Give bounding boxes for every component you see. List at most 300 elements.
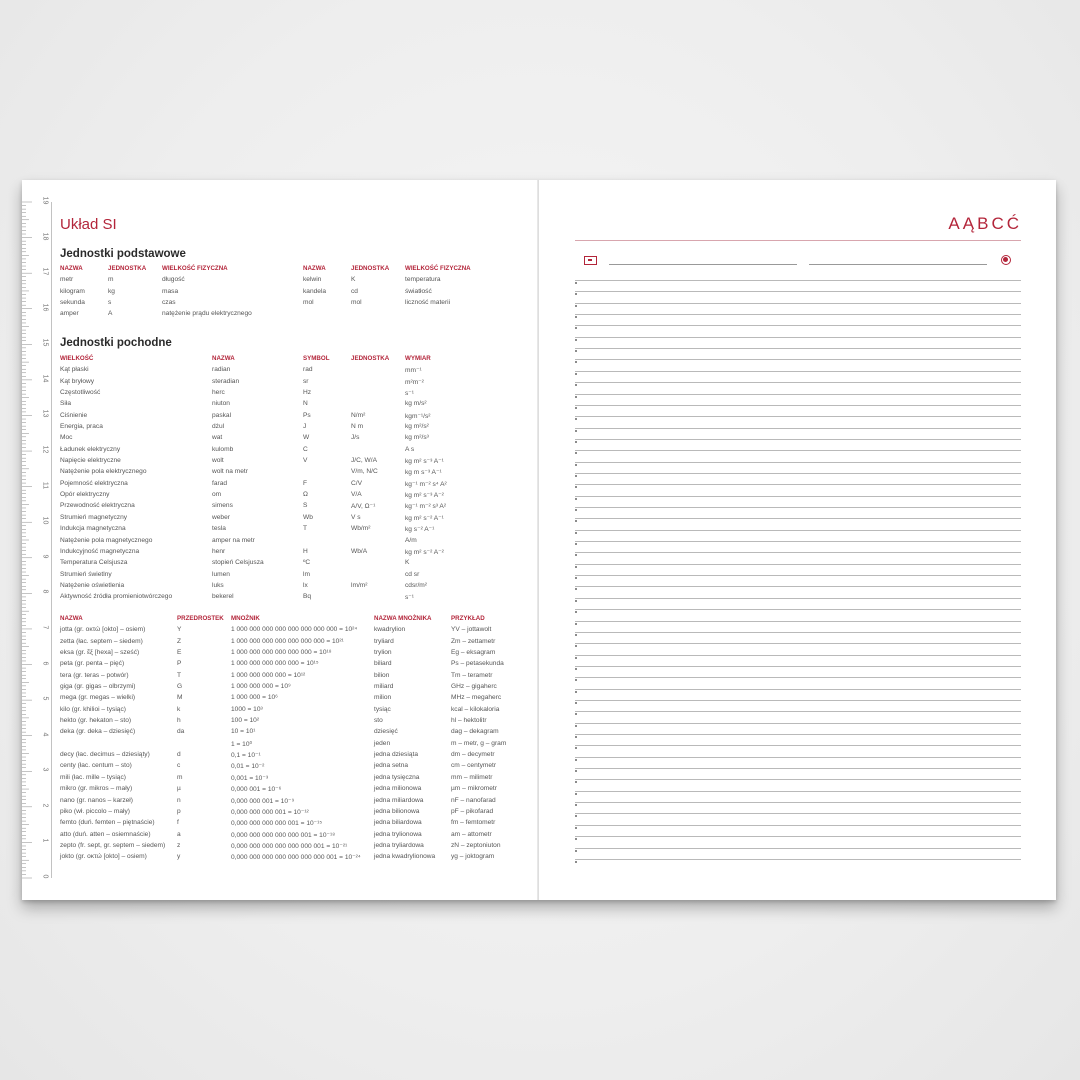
table-cell: Eg – eksagram [451,649,496,657]
ruled-line [575,825,1021,826]
table-cell: V s [351,513,361,521]
ruler-number: 1 [41,838,49,843]
ruler-number: 7 [41,625,49,630]
table-cell: atto (duń. atten – osiemnaście) [60,830,151,838]
table-cell: V/A [351,491,362,499]
line-dot [575,588,577,590]
table-cell: p [177,807,181,815]
table-cell: tryliard [374,637,394,645]
table-cell: Temperatura Celsjusza [60,559,128,567]
table-cell: mikro (gr. mikros – mały) [60,785,133,793]
table-cell: Tm – terametr [451,671,493,679]
table-cell: kg m s⁻³ A⁻¹ [405,469,442,477]
line-dot [575,327,577,329]
ruled-line [575,813,1021,814]
table-cell: bilion [374,671,390,679]
ruled-line [575,779,1021,780]
ruler-number: 17 [41,267,49,276]
table-cell: 1 000 000 000 000 000 000 = 10¹⁸ [231,649,332,657]
derived-units-title: Jednostki pochodne [60,337,172,349]
line-dot [575,793,577,795]
table-cell: K [405,559,410,567]
table-cell: Aktywność źródła promieniotwórczego [60,593,173,601]
line-dot [575,634,577,636]
table-cell: G [177,683,183,691]
line-dot [575,736,577,738]
phone-icon [1001,255,1011,265]
ruled-line [575,700,1021,701]
ruler-number: 4 [41,732,49,737]
table-cell: J [303,423,307,431]
line-dot [575,679,577,681]
table-cell: h [177,717,181,725]
table-cell: n [177,796,181,804]
ruled-line [575,484,1021,485]
header-divider [575,240,1021,241]
ruled-line [575,541,1021,542]
table-cell: 1 000 000 000 = 10⁹ [231,683,291,691]
ruled-line [575,507,1021,508]
line-dot [575,759,577,761]
ruler-number: 8 [41,589,49,594]
ruled-line [575,439,1021,440]
table-cell: M [177,694,183,702]
ruler-number: 19 [41,196,49,205]
ruler-scale [22,180,52,900]
table-cell: Strumień świetlny [60,570,112,578]
table-cell: C [303,445,308,453]
table-cell: 0,000 000 000 001 = 10⁻¹² [231,808,309,816]
ruler-number: 5 [41,696,49,701]
ruled-line [575,314,1021,315]
table-cell: kg m² s⁻³ A⁻¹ [405,458,444,466]
right-page [539,180,1056,900]
table-cell: lm [303,570,310,578]
table-cell: dag – dekagram [451,728,499,736]
ruled-line [575,530,1021,531]
table-cell: Wb [303,513,313,521]
ruler-number: 15 [41,338,49,347]
table-cell: cd [351,287,358,295]
table-cell: Częstotliwość [60,389,101,397]
ruled-line [575,348,1021,349]
column-header: JEDNOSTKA [108,265,147,272]
column-header: NAZWA [60,265,83,272]
table-cell: kg⁻¹ m⁻² s⁴ A² [405,480,447,488]
ruled-line [575,575,1021,576]
table-cell: c [177,762,181,770]
table-cell: A/V, Ω⁻¹ [351,503,376,511]
ruled-line [575,518,1021,519]
column-header: JEDNOSTKA [351,265,390,272]
left-page [22,180,539,900]
table-cell: Wb/A [351,547,368,555]
line-dot [575,452,577,454]
table-cell: K [351,276,356,284]
table-cell: Ładunek elektryczny [60,445,121,453]
notebook-spread [22,180,1056,900]
table-cell: światłość [405,287,432,295]
ruled-line [575,711,1021,712]
table-cell: J/s [351,434,360,442]
column-header: MNOŻNIK [231,615,260,622]
ruled-line [575,791,1021,792]
table-cell: Energia, praca [60,423,103,431]
table-cell: 0,1 = 10⁻¹ [231,752,261,760]
line-dot [575,623,577,625]
table-cell: jokto (gr. oκτώ [okto] – osiem) [60,853,147,861]
line-dot [575,361,577,363]
table-cell: mm⁻¹ [405,367,422,375]
ruled-line [575,836,1021,837]
table-cell: Napięcie elektryczne [60,457,121,465]
contact-header-row [575,254,1021,268]
table-cell: Strumień magnetyczny [60,513,128,521]
ruled-line [575,280,1021,281]
table-cell: 0,000 000 000 000 000 001 = 10⁻¹⁸ [231,831,335,839]
ruled-line [575,609,1021,610]
table-cell: A s [405,445,415,453]
table-cell: zepto (fr. sept, gr. septem – siedem) [60,841,166,849]
table-cell: N/m² [351,411,366,419]
ruler-number: 6 [41,661,49,665]
table-cell: 0,000 000 000 000 000 000 001 = 10⁻²¹ [231,842,348,850]
ruled-line [575,859,1021,860]
table-cell: nF – nanofarad [451,796,496,804]
line-dot [575,520,577,522]
table-cell: lm/m² [351,581,368,589]
table-cell: dm – decymetr [451,751,495,759]
line-dot [575,282,577,284]
ruled-line [575,291,1021,292]
table-cell: dżul [212,423,225,431]
table-cell: 1 000 000 000 000 000 000 000 000 = 10²⁴ [231,626,358,634]
ruled-line [575,337,1021,338]
table-cell: jedna tryliardowa [374,841,424,849]
table-cell: 0,000 000 000 000 000 000 000 001 = 10⁻²⁴ [231,854,361,862]
ruled-line [575,677,1021,678]
line-dot [575,384,577,386]
table-cell: Moc [60,434,73,442]
envelope-icon [584,256,597,265]
table-cell: dziesięć [374,728,398,736]
column-header: JEDNOSTKA [351,355,390,362]
ruled-line [575,689,1021,690]
table-cell: 1 000 000 000 000 000 = 10¹⁵ [231,660,319,668]
table-cell: V/m, N/C [351,468,378,476]
ruled-line [575,371,1021,372]
table-cell: a [177,830,181,838]
table-cell: µ [177,785,181,793]
ruled-line [575,428,1021,429]
table-cell: henr [212,547,226,555]
table-cell: wat [212,434,223,442]
table-cell: Bq [303,593,312,601]
table-cell: 0,01 = 10⁻² [231,763,265,771]
line-dot [575,781,577,783]
table-cell: jedna miliardowa [374,796,424,804]
table-cell: mol [351,299,362,307]
ruled-line [575,564,1021,565]
table-cell: kilogram [60,287,85,295]
column-header: PRZEDROSTEK [177,615,224,622]
ruled-line [575,632,1021,633]
table-cell: Kąt płaski [60,366,89,374]
ruler-number: 12 [41,445,49,454]
table-cell: radian [212,366,231,374]
table-cell: mm – milimetr [451,773,493,781]
ruled-line [575,802,1021,803]
table-cell: tesla [212,525,226,533]
table-cell: S [303,502,308,510]
table-cell: nano (gr. nanos – karzeł) [60,796,133,804]
line-dot [575,657,577,659]
table-cell: Hz [303,389,312,397]
ruled-line [575,405,1021,406]
table-cell: T [177,671,182,679]
table-cell: jedna dziesiąta [374,751,418,759]
table-cell: J/C, W/A [351,457,378,465]
table-cell: mol [303,299,314,307]
table-cell: luks [212,581,224,589]
ruler-number: 18 [41,232,49,240]
table-cell: N m [351,423,364,431]
table-cell: długość [162,276,185,284]
table-cell: 1 = 10⁰ [231,740,253,748]
table-cell: Kąt bryłowy [60,377,95,385]
table-cell: tysiąc [374,705,391,713]
table-cell: F [303,479,308,487]
table-cell: trylion [374,649,392,657]
table-cell: Ω [303,491,308,499]
ruled-line [575,598,1021,599]
ruled-line [575,768,1021,769]
table-cell: weber [212,513,230,521]
table-cell: yg – joktogram [451,853,495,861]
ruled-line [575,848,1021,849]
line-dot [575,498,577,500]
ruled-line [575,450,1021,451]
table-cell: amper na metr [212,536,255,544]
table-cell: kg m² s⁻³ A⁻² [405,492,444,500]
table-cell: om [212,491,222,499]
ruled-line [575,757,1021,758]
table-cell: liczność materii [405,299,451,307]
table-cell: 0,000 001 = 10⁻⁶ [231,786,282,794]
ruler-number: 16 [41,303,49,312]
table-cell: k [177,705,181,713]
line-dot [575,770,577,772]
table-cell: d [177,751,181,759]
line-dot [575,350,577,352]
ruled-line [575,745,1021,746]
table-cell: m – metr, g – gram [451,739,507,747]
table-cell: GHz – gigaherc [451,683,497,691]
table-cell: zN – zeptoniuton [451,841,501,849]
table-cell: cd sr [405,570,420,578]
table-cell: C/V [351,479,362,487]
table-cell: paskal [212,411,232,419]
table-cell: s⁻¹ [405,594,414,602]
line-dot [575,305,577,307]
table-cell: cm – centymetr [451,762,497,770]
line-dot [575,861,577,863]
table-cell: 100 = 10² [231,717,260,725]
line-dot [575,418,577,420]
table-cell: metr [60,276,74,284]
column-header: WIELKOŚĆ [60,355,94,362]
line-dot [575,611,577,613]
table-cell: kgm⁻¹/s² [405,412,431,420]
line-dot [575,850,577,852]
line-dot [575,838,577,840]
column-header: NAZWA [303,265,326,272]
table-cell: pF – pikofarad [451,807,494,815]
line-dot [575,396,577,398]
table-cell: kwadrylion [374,626,406,634]
table-cell: 1 000 000 = 10⁶ [231,694,278,702]
column-header: WIELKOŚĆ FIZYCZNA [405,265,471,272]
table-cell: Natężenie pola elektrycznego [60,468,147,476]
table-cell: Zm – zettametr [451,637,496,645]
table-cell: hekto (gr. hekaton – sto) [60,717,132,725]
table-cell: natężenie prądu elektrycznego [162,310,252,318]
ruled-line [575,666,1021,667]
base-units-title: Jednostki podstawowe [60,248,186,260]
table-cell: jedna milionowa [374,785,422,793]
line-dot [575,566,577,568]
table-cell: da [177,728,185,736]
column-header: NAZWA [60,615,83,622]
line-dot [575,430,577,432]
table-cell: µm – mikrometr [451,785,497,793]
line-dot [575,827,577,829]
ruled-line [575,325,1021,326]
ruled-line [575,473,1021,474]
table-cell: cdsr/m² [405,581,427,589]
table-cell: kandela [303,287,327,295]
table-cell: deka (gr. deka – dziesięć) [60,728,136,736]
table-cell: m²m⁻² [405,378,424,386]
table-cell: Indukcyjność magnetyczna [60,547,140,555]
ruler-number: 0 [41,874,49,879]
table-cell: 0,000 000 001 = 10⁻⁹ [231,797,295,805]
table-cell: hl – hektolitr [451,717,487,725]
table-cell: Natężenie oświetlenia [60,581,125,589]
line-dot [575,600,577,602]
table-cell: wolt na metr [212,468,248,476]
table-cell: kelwin [303,276,322,284]
table-cell: kg m²/s³ [405,434,429,442]
table-cell: bekerel [212,593,234,601]
column-header: WYMIAR [405,355,431,362]
table-cell: Ps – petasekunda [451,660,504,668]
table-cell: herc [212,389,225,397]
table-cell: peta (gr. penta – pięć) [60,660,125,668]
table-cell: am – attometr [451,830,492,838]
table-cell: femto (duń. femten – piętnaście) [60,819,155,827]
line-dot [575,543,577,545]
table-cell: Z [177,637,182,645]
ruled-line [575,496,1021,497]
ruled-line [575,655,1021,656]
line-dot [575,293,577,295]
header-line [609,264,797,265]
table-cell: 1 000 000 000 000 = 10¹² [231,671,306,679]
table-cell: 0,000 000 000 000 001 = 10⁻¹⁵ [231,820,323,828]
line-dot [575,486,577,488]
ruler-number: 13 [41,410,49,418]
table-cell: kg s⁻² A⁻¹ [405,526,435,534]
table-cell: eksa (gr. ἕξ [hexa] – sześć) [60,649,140,657]
ruled-line [575,303,1021,304]
table-cell: 1 000 000 000 000 000 000 000 = 10²¹ [231,637,344,645]
ruled-line [575,416,1021,417]
table-cell: E [177,649,182,657]
table-cell: amper [60,310,79,318]
table-cell: z [177,841,181,849]
table-cell: Ps [303,411,311,419]
line-dot [575,339,577,341]
table-cell: giga (gr. gigas – olbrzymi) [60,683,136,691]
table-cell: stopień Celsjusza [212,559,264,567]
table-cell: sr [303,377,309,385]
table-cell: simens [212,502,233,510]
table-cell: lx [303,581,308,589]
table-cell: mega (gr. megas – wielki) [60,694,136,702]
table-cell: milion [374,694,392,702]
line-dot [575,668,577,670]
ruled-line [575,723,1021,724]
table-cell: steradian [212,377,240,385]
line-dot [575,804,577,806]
table-cell: wolt [212,457,224,465]
line-dot [575,815,577,817]
table-cell: A/m [405,536,417,544]
ruled-line [575,643,1021,644]
table-cell: ºC [303,559,311,567]
table-cell: m [177,773,183,781]
line-dot [575,464,577,466]
table-cell: zetta (łac. septem – siedem) [60,637,143,645]
table-cell: 1000 = 10³ [231,705,263,713]
table-cell: H [303,547,308,555]
table-cell: y [177,853,181,861]
column-header: PRZYKŁAD [451,615,485,622]
line-dot [575,713,577,715]
table-cell: mili (łac. mille – tysiąc) [60,773,126,781]
table-cell: Y [177,626,182,634]
ruled-line [575,586,1021,587]
table-cell: N [303,400,308,408]
table-cell: Opór elektryczny [60,491,110,499]
column-header: NAZWA MNOŻNIKA [374,615,432,622]
table-cell: Pojemność elektryczna [60,479,128,487]
table-cell: niuton [212,400,230,408]
table-cell: jedna tysięczna [374,773,420,781]
line-dot [575,747,577,749]
ruled-line [575,382,1021,383]
page-title: Układ SI [60,216,117,233]
table-cell: A [108,310,113,318]
table-cell: sto [374,717,383,725]
line-dot [575,509,577,511]
alphabet-tab: AĄBCĆ [948,214,1022,233]
ruled-line [575,552,1021,553]
line-dot [575,407,577,409]
table-cell: kg⁻¹ m⁻² s³ A² [405,503,447,511]
header-line [809,264,987,265]
